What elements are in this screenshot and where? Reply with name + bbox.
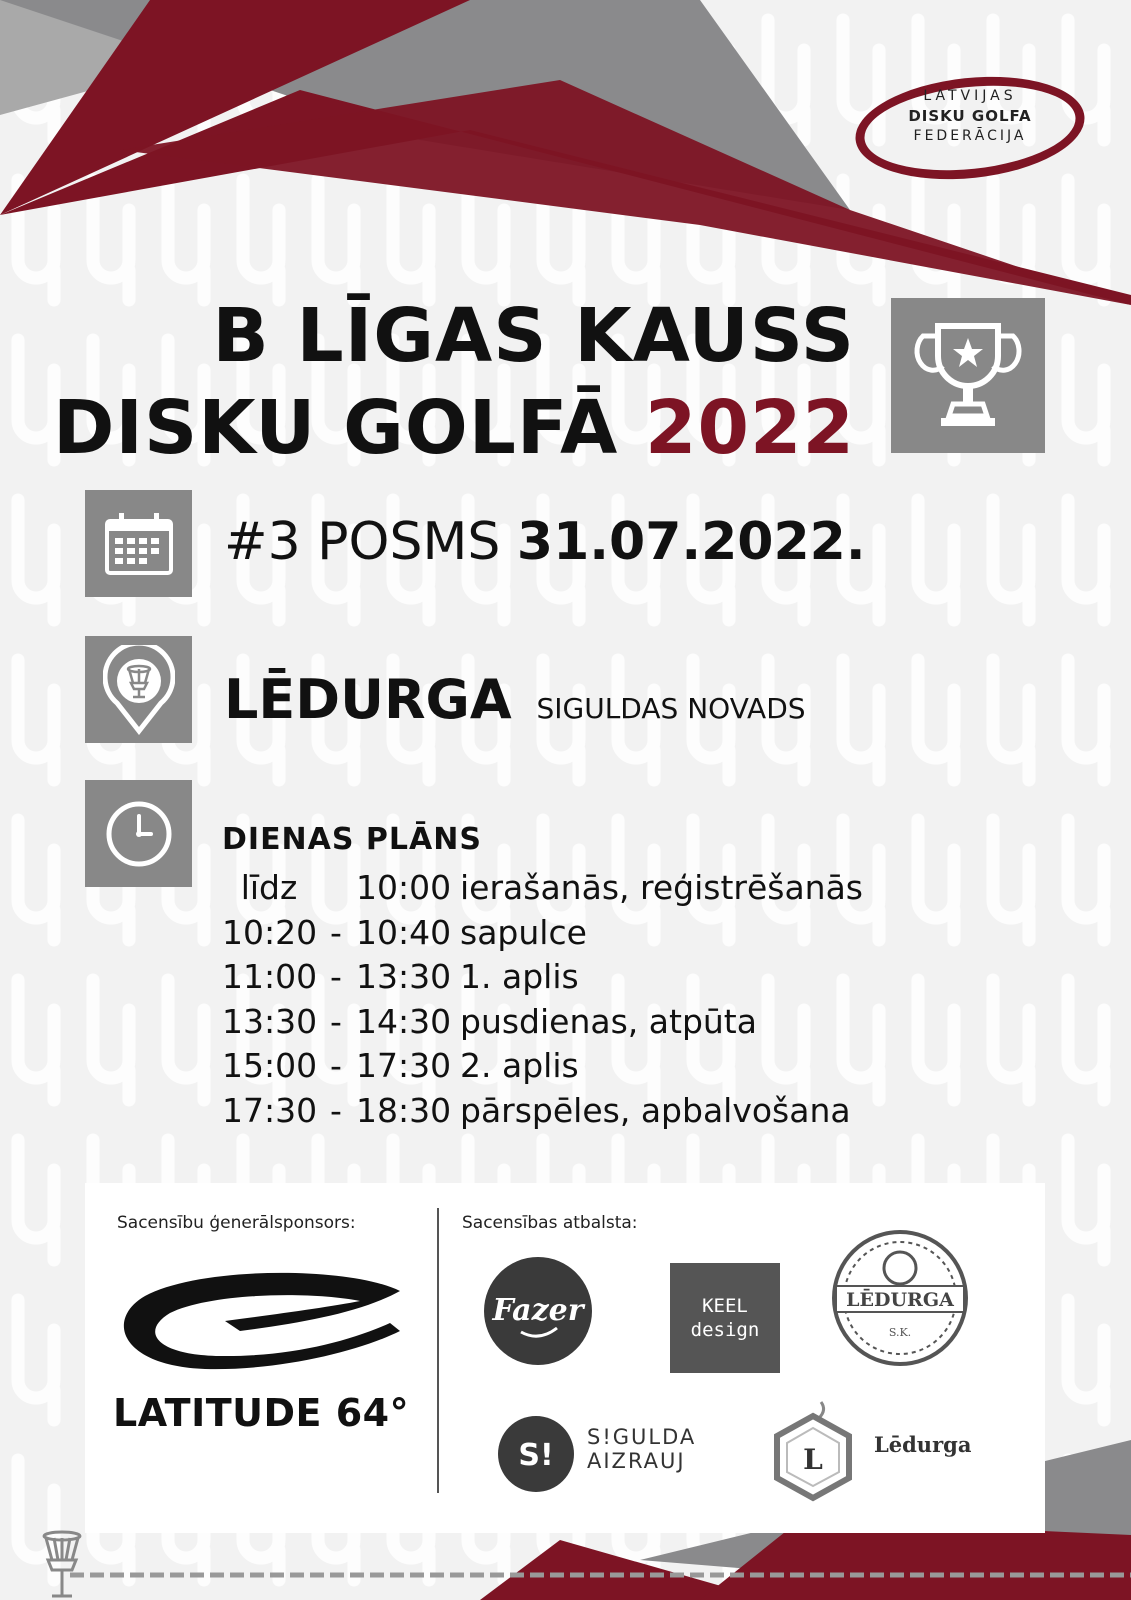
fazer-text: Fazer <box>492 1293 584 1328</box>
schedule-row <box>222 1089 863 1134</box>
supporters-label: Sacensības atbalsta: <box>462 1213 638 1233</box>
stage-label: #3 POSMS <box>224 512 501 572</box>
sigulda-wordmark <box>587 1425 696 1473</box>
keel-line-2: design <box>690 1319 760 1341</box>
schedule-list <box>222 866 863 1133</box>
federation-logo <box>855 78 1085 178</box>
ledurga-badge-text: LĒDURGA <box>846 1289 954 1311</box>
schedule-row <box>222 955 863 1000</box>
schedule-from: 11:00 <box>222 957 318 996</box>
keel-line-1: KEEL <box>702 1295 748 1317</box>
fazer-logo <box>483 1256 593 1366</box>
schedule-to: 10:40 <box>356 912 452 952</box>
latitude-name: LATITUDE 64° <box>113 1391 410 1435</box>
clock-icon <box>85 780 192 887</box>
title-line-2-text: DISKU GOLFĀ <box>52 385 619 471</box>
keel-design-logo <box>670 1263 780 1373</box>
schedule-activity: pusdienas, atpūta <box>460 1001 757 1041</box>
title-line-2 <box>53 382 855 474</box>
schedule-to: 13:30 <box>356 957 452 996</box>
sigulda-line-2: AIZRAUJ <box>587 1449 686 1473</box>
disc-golf-basket-icon <box>40 1530 84 1600</box>
ledurga-sk-badge-logo <box>830 1228 970 1368</box>
title-year: 2022 <box>645 385 855 471</box>
federation-line-1: LATVIJAS <box>923 88 1017 104</box>
schedule-activity: sapulce <box>460 912 587 952</box>
ledurga-hex-name: Lēdurga <box>874 1432 972 1457</box>
federation-line-2: DISKU GOLFA <box>908 107 1032 125</box>
latitude-swoosh-logo <box>110 1271 410 1381</box>
stage-date <box>224 512 866 572</box>
schedule-activity: 2. aplis <box>460 1046 579 1085</box>
page-title <box>53 290 855 474</box>
sigulda-logo-mark <box>497 1415 575 1493</box>
schedule-to: 18:30 <box>356 1090 452 1130</box>
general-sponsor-label: Sacensību ģenerālsponsors: <box>117 1213 356 1233</box>
trophy-icon <box>891 298 1045 453</box>
ledurga-badge-sub: S.K. <box>888 1326 912 1339</box>
schedule-dash: - <box>330 1090 342 1130</box>
calendar-icon <box>85 490 192 597</box>
schedule-from: līdz <box>240 868 298 907</box>
schedule-activity: ierašanās, reģistrēšanās <box>460 868 863 907</box>
federation-line-3: FEDERĀCIJA <box>913 128 1027 144</box>
sigulda-mark-text: S! <box>518 1438 554 1473</box>
sigulda-line-1: S!GULDA <box>587 1425 697 1449</box>
schedule-to: 14:30 <box>356 1001 452 1041</box>
schedule-from: 10:20 <box>222 912 318 952</box>
schedule-to: 17:30 <box>356 1046 452 1085</box>
schedule-from: 17:30 <box>222 1090 318 1130</box>
schedule-dash <box>316 866 356 911</box>
schedule-row <box>222 1044 863 1089</box>
location-pin-icon <box>85 636 192 743</box>
ledurga-hex-logo <box>763 1398 863 1508</box>
schedule-dash: - <box>330 1046 342 1085</box>
schedule-from: 13:30 <box>222 1001 318 1041</box>
schedule-dash: - <box>330 912 342 952</box>
event-date: 31.07.2022. <box>516 512 866 572</box>
title-line-1: B LĪGAS KAUSS <box>212 293 855 379</box>
schedule-activity: 1. aplis <box>460 957 579 996</box>
schedule-row <box>222 911 863 956</box>
schedule-activity: pārspēles, apbalvošana <box>460 1090 851 1130</box>
schedule-row <box>222 1000 863 1045</box>
sponsors-panel <box>85 1183 1045 1533</box>
schedule-dash: - <box>330 957 342 996</box>
schedule-to: 10:00 <box>356 868 452 907</box>
sponsors-divider <box>437 1208 439 1493</box>
schedule-dash: - <box>330 1001 342 1041</box>
schedule-row <box>222 866 863 911</box>
ledurga-hex-letter: L <box>803 1443 823 1476</box>
location-name: LĒDURGA <box>224 668 512 731</box>
location <box>224 668 806 731</box>
schedule-title: DIENAS PLĀNS <box>222 822 482 857</box>
schedule-from: 15:00 <box>222 1046 318 1085</box>
location-region: SIGULDAS NOVADS <box>536 692 806 725</box>
